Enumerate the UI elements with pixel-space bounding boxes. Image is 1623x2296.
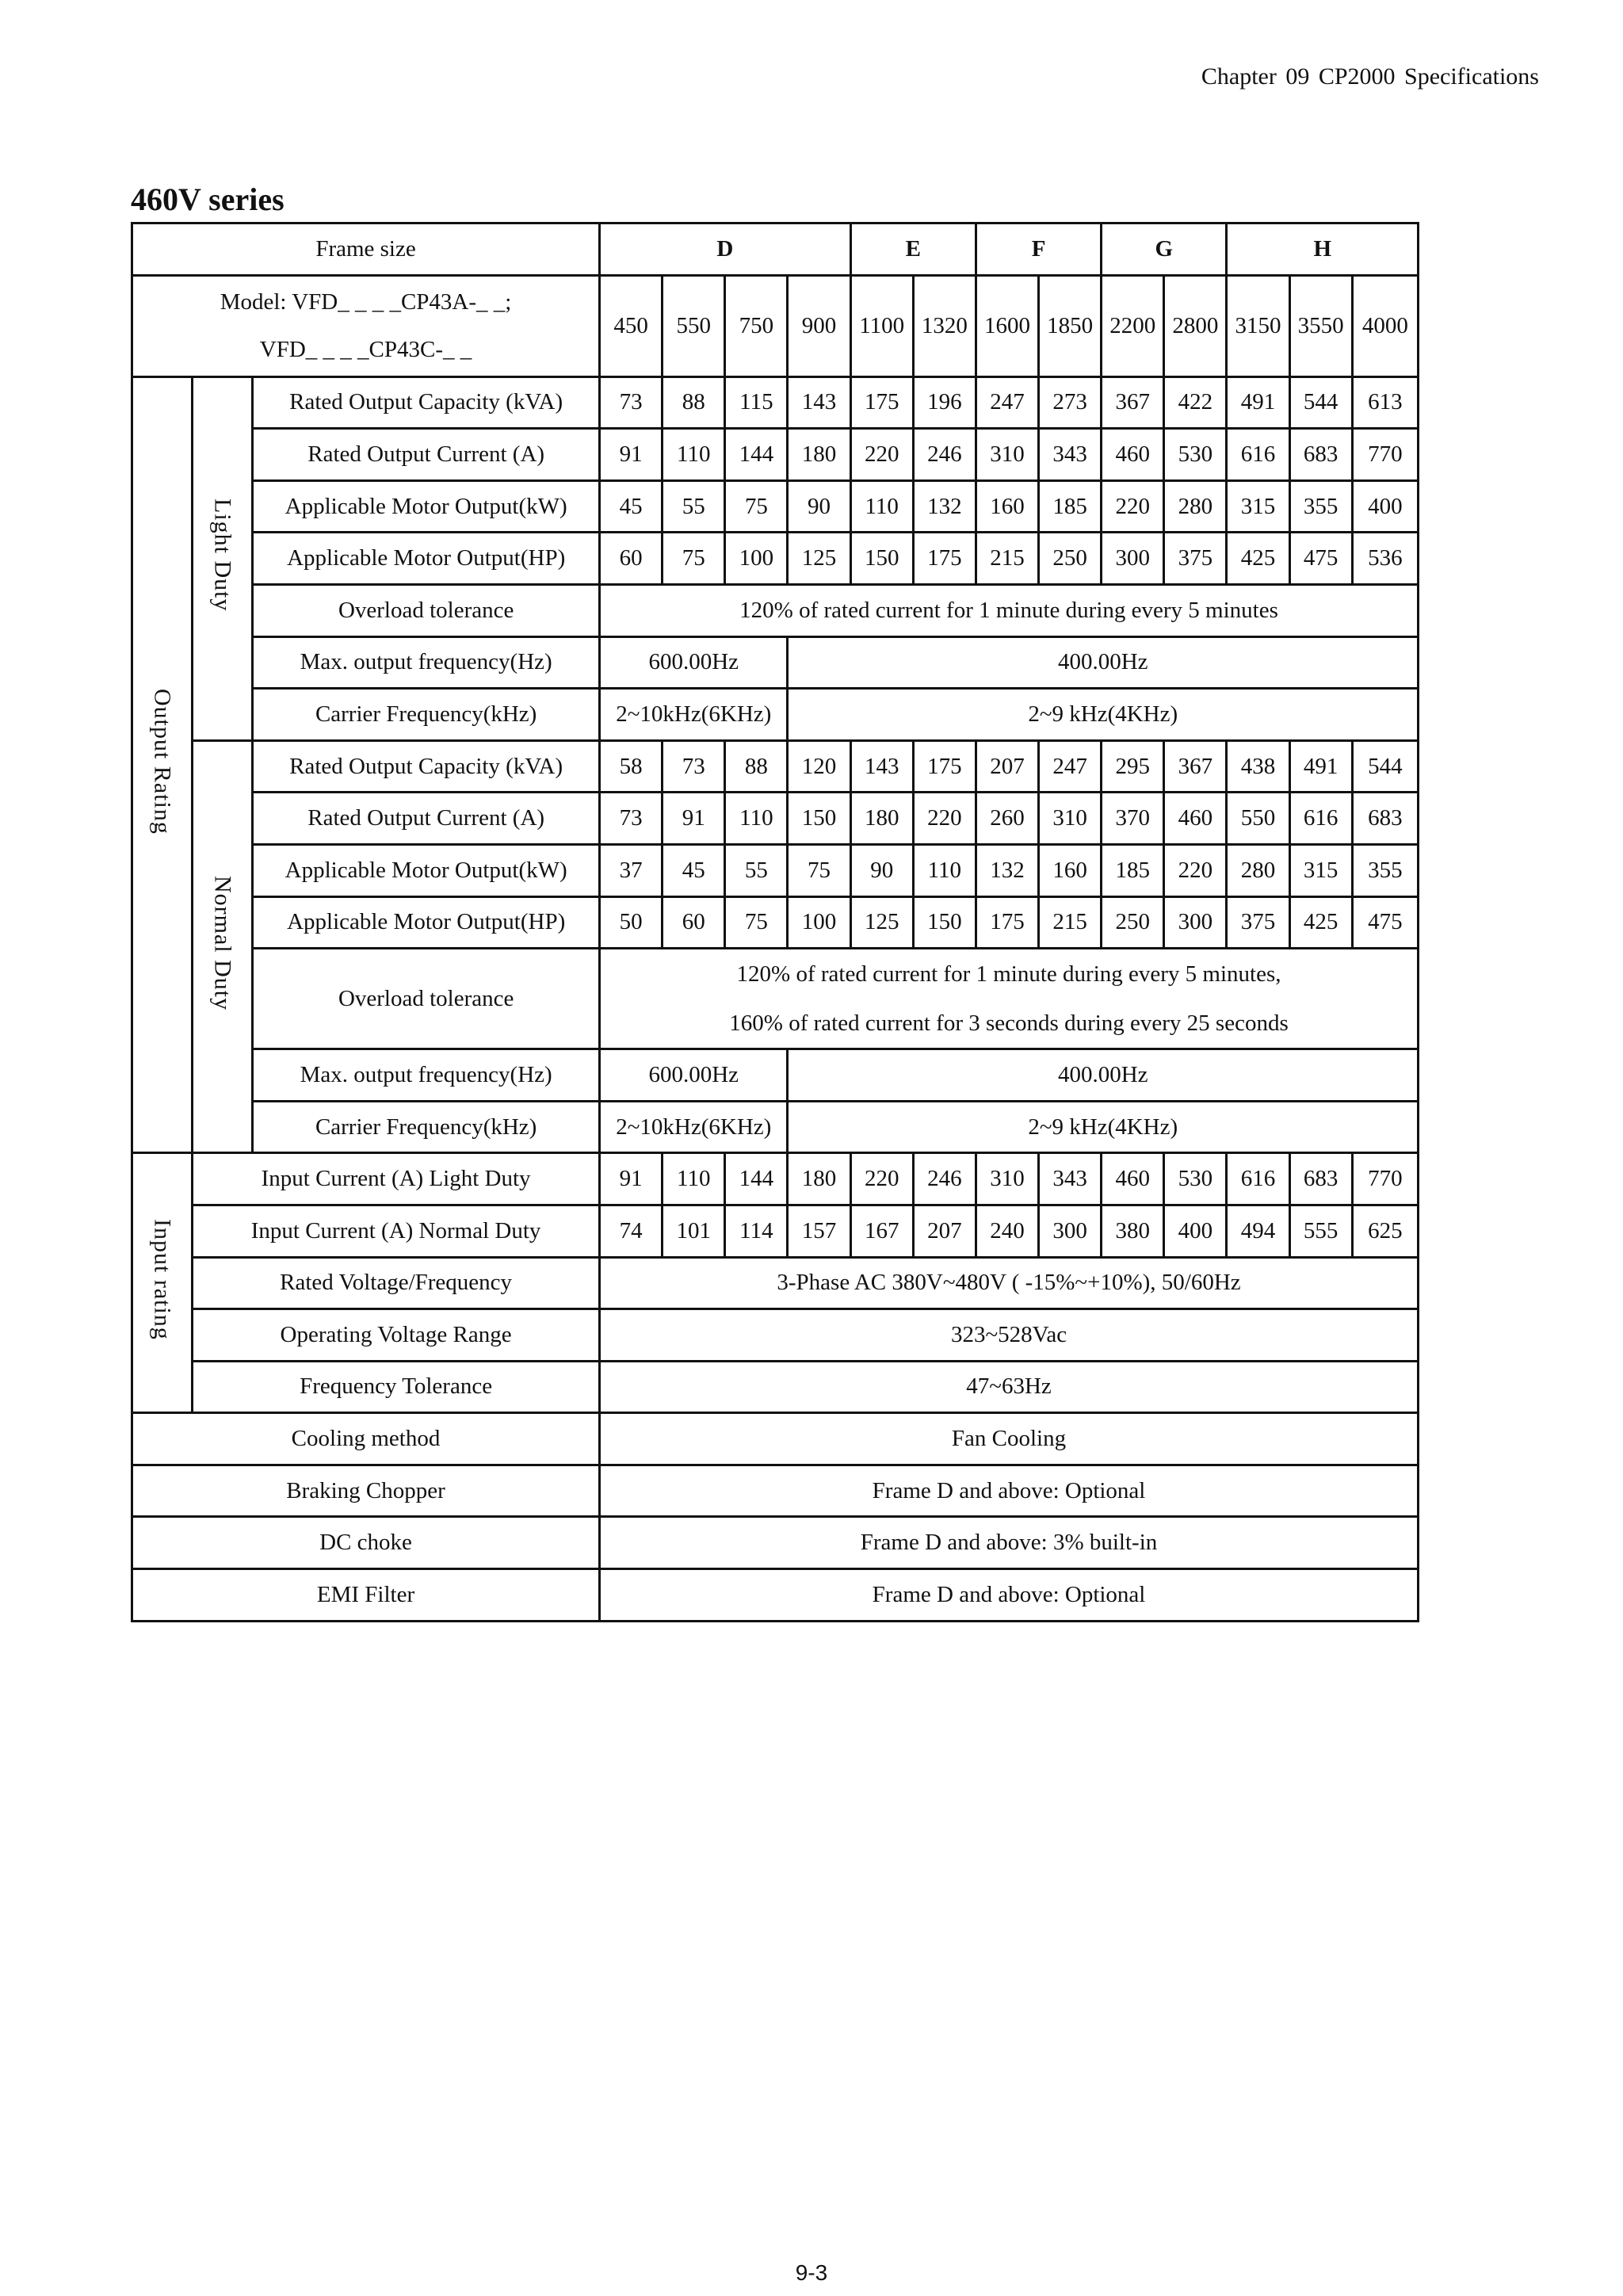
value-cell: 115 xyxy=(725,376,788,429)
value-cell: 355 xyxy=(1289,480,1352,533)
table-row xyxy=(132,896,1419,949)
row-label: Overload tolerance xyxy=(253,949,600,1049)
value-cell: 150 xyxy=(788,793,850,845)
split-value-b: 400.00Hz xyxy=(788,636,1419,689)
value-cell: 613 xyxy=(1352,376,1418,429)
value-cell: 180 xyxy=(788,1153,850,1205)
value-cell: 425 xyxy=(1289,896,1352,949)
value-cell: 175 xyxy=(850,376,913,429)
value-cell: 683 xyxy=(1352,793,1418,845)
row-label: Operating Voltage Range xyxy=(193,1309,600,1362)
span-value: Fan Cooling xyxy=(600,1413,1419,1465)
value-cell: 616 xyxy=(1227,429,1289,481)
value-cell: 110 xyxy=(725,793,788,845)
value-cell: 367 xyxy=(1102,376,1164,429)
value-cell: 143 xyxy=(850,740,913,793)
value-cell: 73 xyxy=(600,376,663,429)
row-label: Max. output frequency(Hz) xyxy=(253,1049,600,1102)
value-cell: 110 xyxy=(663,1153,725,1205)
value-cell: 132 xyxy=(913,480,976,533)
value-cell: 2800 xyxy=(1164,275,1227,376)
value-cell: 91 xyxy=(600,1153,663,1205)
table-row xyxy=(132,1569,1419,1622)
row-label: Rated Output Capacity (kVA) xyxy=(253,740,600,793)
value-cell: 45 xyxy=(663,844,725,896)
table-row xyxy=(132,1361,1419,1413)
value-cell: 260 xyxy=(976,793,1038,845)
normal-duty-group xyxy=(193,740,253,1153)
input-rating-group xyxy=(132,1153,193,1413)
value-cell: 50 xyxy=(600,896,663,949)
value-cell: 438 xyxy=(1227,740,1289,793)
value-cell: 544 xyxy=(1289,376,1352,429)
value-cell: 220 xyxy=(850,1153,913,1205)
split-value-b: 2~9 kHz(4KHz) xyxy=(788,1101,1419,1153)
row-label: Overload tolerance xyxy=(253,584,600,636)
value-cell: 167 xyxy=(850,1205,913,1257)
table-row xyxy=(132,636,1419,689)
value-cell: 900 xyxy=(788,275,850,376)
value-cell: 460 xyxy=(1102,1153,1164,1205)
value-cell: 683 xyxy=(1289,1153,1352,1205)
value-cell: 175 xyxy=(913,740,976,793)
value-cell: 247 xyxy=(1039,740,1102,793)
table-row xyxy=(132,949,1419,1049)
value-cell: 180 xyxy=(788,429,850,481)
table-row xyxy=(132,844,1419,896)
normal-duty-group-text: Normal Duty xyxy=(209,876,236,1011)
value-cell: 91 xyxy=(600,429,663,481)
table-row xyxy=(132,480,1419,533)
value-cell: 180 xyxy=(850,793,913,845)
row-label: Input Current (A) Light Duty xyxy=(193,1153,600,1205)
model-label xyxy=(132,275,600,376)
value-cell: 530 xyxy=(1164,429,1227,481)
value-cell: 196 xyxy=(913,376,976,429)
span-value: Frame D and above: Optional xyxy=(600,1465,1419,1517)
value-cell: 220 xyxy=(1164,844,1227,896)
frame-e: E xyxy=(850,223,976,276)
row-label: Frequency Tolerance xyxy=(193,1361,600,1413)
value-cell: 160 xyxy=(976,480,1038,533)
value-cell: 60 xyxy=(600,533,663,585)
light-duty-group-text: Light Duty xyxy=(209,499,236,612)
value-cell: 101 xyxy=(663,1205,725,1257)
value-cell: 400 xyxy=(1164,1205,1227,1257)
value-cell: 144 xyxy=(725,1153,788,1205)
value-cell: 75 xyxy=(788,844,850,896)
value-cell: 73 xyxy=(663,740,725,793)
value-cell: 491 xyxy=(1289,740,1352,793)
value-cell: 530 xyxy=(1164,1153,1227,1205)
row-label: Applicable Motor Output(kW) xyxy=(253,844,600,896)
row-label: EMI Filter xyxy=(132,1569,600,1622)
span-value xyxy=(600,949,1419,1049)
row-label: Input Current (A) Normal Duty xyxy=(193,1205,600,1257)
overload-line2: 160% of rated current for 3 seconds during every 25 seconds xyxy=(729,1010,1289,1037)
table-row xyxy=(132,1205,1419,1257)
table-row xyxy=(132,1049,1419,1102)
output-rating-group-text: Output Rating xyxy=(149,689,176,835)
value-cell: 207 xyxy=(913,1205,976,1257)
value-cell: 246 xyxy=(913,1153,976,1205)
row-label: Rated Voltage/Frequency xyxy=(193,1257,600,1309)
row-label: Rated Output Current (A) xyxy=(253,429,600,481)
value-cell: 1600 xyxy=(976,275,1038,376)
value-cell: 375 xyxy=(1227,896,1289,949)
value-cell: 616 xyxy=(1289,793,1352,845)
span-value: 323~528Vac xyxy=(600,1309,1419,1362)
page-number: 9-3 xyxy=(795,2260,828,2285)
value-cell: 150 xyxy=(850,533,913,585)
value-cell: 207 xyxy=(976,740,1038,793)
value-cell: 75 xyxy=(663,533,725,585)
table-row xyxy=(132,584,1419,636)
section-title: 460V series xyxy=(131,181,285,217)
value-cell: 770 xyxy=(1352,1153,1418,1205)
value-cell: 343 xyxy=(1039,1153,1102,1205)
value-cell: 536 xyxy=(1352,533,1418,585)
value-cell: 300 xyxy=(1164,896,1227,949)
value-cell: 215 xyxy=(976,533,1038,585)
value-cell: 310 xyxy=(1039,793,1102,845)
value-cell: 770 xyxy=(1352,429,1418,481)
value-cell: 1320 xyxy=(913,275,976,376)
value-cell: 75 xyxy=(725,896,788,949)
value-cell: 175 xyxy=(913,533,976,585)
frame-size-row xyxy=(132,223,1419,276)
value-cell: 544 xyxy=(1352,740,1418,793)
value-cell: 120 xyxy=(788,740,850,793)
split-value-b: 400.00Hz xyxy=(788,1049,1419,1102)
value-cell: 90 xyxy=(788,480,850,533)
span-value: 47~63Hz xyxy=(600,1361,1419,1413)
value-cell: 422 xyxy=(1164,376,1227,429)
value-cell: 4000 xyxy=(1352,275,1418,376)
row-label: Max. output frequency(Hz) xyxy=(253,636,600,689)
value-cell: 250 xyxy=(1039,533,1102,585)
table-row xyxy=(132,1309,1419,1362)
value-cell: 88 xyxy=(663,376,725,429)
row-label: Rated Output Capacity (kVA) xyxy=(253,376,600,429)
model-line-2: VFD_ _ _ _CP43C-_ _ xyxy=(259,337,472,363)
row-label: Applicable Motor Output(HP) xyxy=(253,533,600,585)
value-cell: 100 xyxy=(725,533,788,585)
table-row xyxy=(132,1257,1419,1309)
value-cell: 400 xyxy=(1352,480,1418,533)
value-cell: 220 xyxy=(1102,480,1164,533)
value-cell: 60 xyxy=(663,896,725,949)
value-cell: 355 xyxy=(1352,844,1418,896)
frame-g: G xyxy=(1102,223,1227,276)
value-cell: 280 xyxy=(1164,480,1227,533)
table-row xyxy=(132,740,1419,793)
overload-line1: 120% of rated current for 1 minute during every 5 minutes, xyxy=(736,961,1281,988)
value-cell: 750 xyxy=(725,275,788,376)
row-label: Cooling method xyxy=(132,1413,600,1465)
value-cell: 110 xyxy=(850,480,913,533)
value-cell: 280 xyxy=(1227,844,1289,896)
value-cell: 75 xyxy=(725,480,788,533)
value-cell: 125 xyxy=(850,896,913,949)
value-cell: 310 xyxy=(976,429,1038,481)
value-cell: 450 xyxy=(600,275,663,376)
page-header: Chapter 09 CP2000 Specifications xyxy=(1201,63,1539,90)
row-label: Carrier Frequency(kHz) xyxy=(253,689,600,741)
value-cell: 150 xyxy=(913,896,976,949)
table-row xyxy=(132,376,1419,429)
value-cell: 367 xyxy=(1164,740,1227,793)
value-cell: 315 xyxy=(1227,480,1289,533)
value-cell: 380 xyxy=(1102,1205,1164,1257)
value-cell: 185 xyxy=(1039,480,1102,533)
span-value: Frame D and above: 3% built-in xyxy=(600,1517,1419,1569)
value-cell: 240 xyxy=(976,1205,1038,1257)
value-cell: 125 xyxy=(788,533,850,585)
table-row xyxy=(132,533,1419,585)
value-cell: 1850 xyxy=(1039,275,1102,376)
value-cell: 3150 xyxy=(1227,275,1289,376)
value-cell: 475 xyxy=(1352,896,1418,949)
value-cell: 475 xyxy=(1289,533,1352,585)
table-row xyxy=(132,429,1419,481)
value-cell: 625 xyxy=(1352,1205,1418,1257)
frame-d: D xyxy=(600,223,851,276)
value-cell: 55 xyxy=(725,844,788,896)
value-cell: 315 xyxy=(1289,844,1352,896)
frame-h: H xyxy=(1227,223,1419,276)
value-cell: 220 xyxy=(850,429,913,481)
value-cell: 375 xyxy=(1164,533,1227,585)
table-row xyxy=(132,1413,1419,1465)
value-cell: 460 xyxy=(1164,793,1227,845)
value-cell: 3550 xyxy=(1289,275,1352,376)
split-value-a: 600.00Hz xyxy=(600,636,788,689)
value-cell: 185 xyxy=(1102,844,1164,896)
value-cell: 160 xyxy=(1039,844,1102,896)
value-cell: 132 xyxy=(976,844,1038,896)
value-cell: 55 xyxy=(663,480,725,533)
row-label: Carrier Frequency(kHz) xyxy=(253,1101,600,1153)
span-value: 120% of rated current for 1 minute during every 5 minutes xyxy=(600,584,1419,636)
model-line-1: Model: VFD_ _ _ _CP43A-_ _; xyxy=(220,289,512,315)
value-cell: 114 xyxy=(725,1205,788,1257)
value-cell: 215 xyxy=(1039,896,1102,949)
value-cell: 273 xyxy=(1039,376,1102,429)
split-value-a: 2~10kHz(6KHz) xyxy=(600,1101,788,1153)
table-row xyxy=(132,1465,1419,1517)
value-cell: 300 xyxy=(1039,1205,1102,1257)
value-cell: 91 xyxy=(663,793,725,845)
value-cell: 425 xyxy=(1227,533,1289,585)
value-cell: 110 xyxy=(913,844,976,896)
row-label: DC choke xyxy=(132,1517,600,1569)
frame-f: F xyxy=(976,223,1101,276)
split-value-a: 600.00Hz xyxy=(600,1049,788,1102)
value-cell: 143 xyxy=(788,376,850,429)
table-row xyxy=(132,1153,1419,1205)
value-cell: 1100 xyxy=(850,275,913,376)
value-cell: 157 xyxy=(788,1205,850,1257)
table-row xyxy=(132,1517,1419,1569)
value-cell: 144 xyxy=(725,429,788,481)
value-cell: 300 xyxy=(1102,533,1164,585)
row-label: Applicable Motor Output(HP) xyxy=(253,896,600,949)
table-row xyxy=(132,689,1419,741)
value-cell: 175 xyxy=(976,896,1038,949)
value-cell: 550 xyxy=(1227,793,1289,845)
row-label: Applicable Motor Output(kW) xyxy=(253,480,600,533)
output-rating-group xyxy=(132,376,193,1153)
spec-table xyxy=(131,222,1419,1622)
light-duty-group xyxy=(193,376,253,740)
span-value: Frame D and above: Optional xyxy=(600,1569,1419,1622)
value-cell: 491 xyxy=(1227,376,1289,429)
value-cell: 100 xyxy=(788,896,850,949)
value-cell: 88 xyxy=(725,740,788,793)
value-cell: 370 xyxy=(1102,793,1164,845)
split-value-b: 2~9 kHz(4KHz) xyxy=(788,689,1419,741)
value-cell: 45 xyxy=(600,480,663,533)
value-cell: 73 xyxy=(600,793,663,845)
frame-size-label: Frame size xyxy=(132,223,600,276)
row-label: Rated Output Current (A) xyxy=(253,793,600,845)
value-cell: 460 xyxy=(1102,429,1164,481)
input-rating-group-text: Input rating xyxy=(149,1219,176,1341)
value-cell: 246 xyxy=(913,429,976,481)
value-cell: 295 xyxy=(1102,740,1164,793)
value-cell: 310 xyxy=(976,1153,1038,1205)
split-value-a: 2~10kHz(6KHz) xyxy=(600,689,788,741)
row-label: Braking Chopper xyxy=(132,1465,600,1517)
value-cell: 2200 xyxy=(1102,275,1164,376)
value-cell: 74 xyxy=(600,1205,663,1257)
model-row xyxy=(132,275,1419,376)
table-row xyxy=(132,793,1419,845)
value-cell: 58 xyxy=(600,740,663,793)
span-value: 3-Phase AC 380V~480V ( -15%~+10%), 50/60Hz xyxy=(600,1257,1419,1309)
value-cell: 250 xyxy=(1102,896,1164,949)
value-cell: 247 xyxy=(976,376,1038,429)
value-cell: 683 xyxy=(1289,429,1352,481)
value-cell: 220 xyxy=(913,793,976,845)
value-cell: 555 xyxy=(1289,1205,1352,1257)
value-cell: 37 xyxy=(600,844,663,896)
value-cell: 110 xyxy=(663,429,725,481)
value-cell: 90 xyxy=(850,844,913,896)
value-cell: 494 xyxy=(1227,1205,1289,1257)
value-cell: 616 xyxy=(1227,1153,1289,1205)
table-row xyxy=(132,1101,1419,1153)
value-cell: 343 xyxy=(1039,429,1102,481)
value-cell: 550 xyxy=(663,275,725,376)
